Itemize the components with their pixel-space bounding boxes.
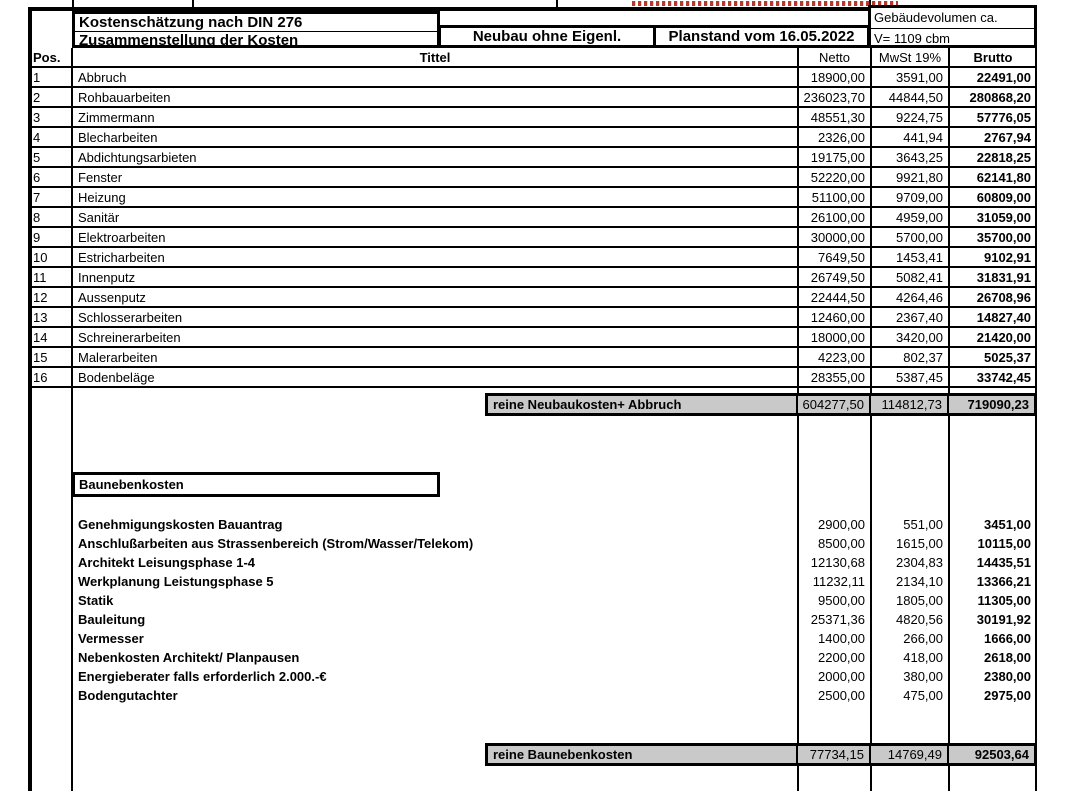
cell-pos: 14 <box>33 330 48 345</box>
cell-mwst: 5700,00 <box>896 230 943 245</box>
cell-brutto: 33742,45 <box>976 370 1031 385</box>
cell-netto: 52220,00 <box>810 170 865 185</box>
cell-brutto: 26708,96 <box>976 290 1031 305</box>
total-netto: 77734,15 <box>798 746 871 763</box>
cell-mwst: 1453,41 <box>896 250 943 265</box>
cell-mwst: 266,00 <box>903 631 943 646</box>
cell-brutto: 9102,91 <box>984 250 1031 265</box>
main-cost-table <box>28 48 1037 388</box>
cell-brutto: 31059,00 <box>976 210 1031 225</box>
cell-pos: 3 <box>33 110 41 125</box>
cell-pos: 12 <box>33 290 48 305</box>
cell-title: Sanitär <box>78 210 120 225</box>
cell-title: Werkplanung Leistungsphase 5 <box>78 574 274 589</box>
cell-mwst: 2304,83 <box>896 555 943 570</box>
document-title-box <box>72 11 440 48</box>
cell-title: Blecharbeiten <box>78 130 158 145</box>
cell-mwst: 4264,46 <box>896 290 943 305</box>
cell-title: Energieberater falls erforderlich 2.000.-€ <box>78 669 327 684</box>
cell-netto: 11232,11 <box>812 574 865 589</box>
document-title-line1: Kostenschätzung nach DIN 276 <box>75 14 437 32</box>
baunebenkosten-table <box>28 516 1037 706</box>
cell-mwst: 3591,00 <box>896 70 943 85</box>
table-row <box>28 308 1037 328</box>
cell-netto: 2000,00 <box>818 669 865 684</box>
table-row <box>28 68 1037 88</box>
cell-brutto: 2380,00 <box>984 669 1031 684</box>
total-mwst: 114812,73 <box>871 396 949 413</box>
cell-brutto: 1666,00 <box>984 631 1031 646</box>
cell-pos: 16 <box>33 370 48 385</box>
cell-netto: 9500,00 <box>818 593 865 608</box>
cell-title: Abbruch <box>78 70 127 85</box>
cell-pos: 15 <box>33 350 48 365</box>
cell-mwst: 1615,00 <box>896 536 943 551</box>
cell-title: Innenputz <box>78 270 136 285</box>
table-row <box>28 188 1037 208</box>
cell-pos: 2 <box>33 90 41 105</box>
table-row <box>28 168 1037 188</box>
cell-netto: 26100,00 <box>810 210 865 225</box>
table-row <box>28 328 1037 348</box>
cell-netto: 2326,00 <box>818 130 865 145</box>
neubaukosten-total-row <box>485 393 1037 416</box>
table-row <box>28 687 1037 706</box>
cell-mwst: 1805,00 <box>896 593 943 608</box>
table-row <box>28 368 1037 388</box>
cell-brutto: 31831,91 <box>976 270 1031 285</box>
cell-mwst: 2367,40 <box>896 310 943 325</box>
cell-title: Schlosserarbeiten <box>78 310 183 325</box>
table-row <box>28 348 1037 368</box>
cell-brutto: 5025,37 <box>984 350 1031 365</box>
cell-title: Aussenputz <box>78 290 146 305</box>
cell-netto: 7649,50 <box>818 250 865 265</box>
header-netto: Netto <box>818 50 851 65</box>
table-row <box>28 288 1037 308</box>
cell-pos: 9 <box>33 230 41 245</box>
cell-mwst: 9709,00 <box>896 190 943 205</box>
cell-title: Anschlußarbeiten aus Strassenbereich (Strom/Wasser/Telekom) <box>78 536 474 551</box>
header-pos: Pos. <box>33 50 61 65</box>
document-title-line2: Zusammenstellung der Kosten <box>79 32 299 49</box>
cell-pos: 7 <box>33 190 41 205</box>
total-brutto: 92503,64 <box>974 747 1029 762</box>
cell-title: Fenster <box>78 170 123 185</box>
header-mwst: MwSt 19% <box>878 50 942 65</box>
total-label: reine Neubaukosten+ Abbruch <box>488 396 798 413</box>
cell-netto: 19175,00 <box>810 150 865 165</box>
cutoff-red-text-fragment <box>632 1 898 6</box>
table-row <box>28 668 1037 687</box>
cell-brutto: 10115,00 <box>977 536 1031 551</box>
cell-title: Abdichtungsarbieten <box>78 150 197 165</box>
cell-title: Heizung <box>78 190 126 205</box>
table-row <box>28 573 1037 592</box>
cell-mwst: 441,94 <box>903 130 943 145</box>
cell-netto: 28355,00 <box>810 370 865 385</box>
table-row <box>28 554 1037 573</box>
table-row <box>28 128 1037 148</box>
baunebenkosten-section-header: Baunebenkosten <box>72 472 440 497</box>
cell-brutto: 2975,00 <box>984 688 1031 703</box>
cell-netto: 26749,50 <box>810 270 865 285</box>
cell-netto: 236023,70 <box>803 90 865 105</box>
cell-title: Bodengutachter <box>78 688 178 703</box>
variant-box: Neubau ohne Eigenl. <box>438 25 656 48</box>
top-cutoff-cell-divider <box>72 0 74 7</box>
cell-mwst: 9921,80 <box>896 170 943 185</box>
cell-brutto: 22491,00 <box>976 70 1031 85</box>
table-header-row <box>28 48 1037 68</box>
table-row <box>28 516 1037 535</box>
cell-mwst: 4820,56 <box>896 612 943 627</box>
cell-netto: 2500,00 <box>818 688 865 703</box>
cell-pos: 4 <box>33 130 41 145</box>
header-brutto: Brutto <box>973 50 1013 65</box>
cell-mwst: 9224,75 <box>896 110 943 125</box>
cell-title: Architekt Leisungsphase 1-4 <box>78 555 255 570</box>
cell-brutto: 22818,25 <box>976 150 1031 165</box>
baunebenkosten-total-row <box>485 743 1037 766</box>
cell-title: Nebenkosten Architekt/ Planpausen <box>78 650 300 665</box>
cell-mwst: 44844,50 <box>888 90 943 105</box>
cell-title: Bodenbeläge <box>78 370 155 385</box>
header-title: Tittel <box>419 50 451 65</box>
cell-pos: 5 <box>33 150 41 165</box>
table-row <box>28 611 1037 630</box>
cell-pos: 1 <box>33 70 41 85</box>
cell-brutto: 13366,21 <box>976 574 1031 589</box>
cell-title: Schreinerarbeiten <box>78 330 181 345</box>
cell-netto: 4223,00 <box>818 350 865 365</box>
cell-netto: 18900,00 <box>810 70 865 85</box>
cell-title: Bauleitung <box>78 612 146 627</box>
cell-netto: 12130,68 <box>810 555 865 570</box>
cell-mwst: 3420,00 <box>896 330 943 345</box>
table-row <box>28 248 1037 268</box>
table-row <box>28 108 1037 128</box>
cell-mwst: 2134,10 <box>896 574 943 589</box>
cell-title: Genehmigungskosten Bauantrag <box>78 517 283 532</box>
cell-brutto: 2618,00 <box>984 650 1031 665</box>
cell-title: Rohbauarbeiten <box>78 90 171 105</box>
cell-title: Malerarbeiten <box>78 350 158 365</box>
cell-pos: 11 <box>33 270 47 285</box>
cell-brutto: 30191,92 <box>976 612 1031 627</box>
top-cutoff-cell-divider <box>556 0 558 7</box>
cell-netto: 2900,00 <box>818 517 865 532</box>
total-label: reine Baunebenkosten <box>488 746 798 763</box>
cell-pos: 10 <box>33 250 48 265</box>
cell-mwst: 5387,45 <box>896 370 943 385</box>
cell-brutto: 60809,00 <box>976 190 1031 205</box>
cell-pos: 13 <box>33 310 48 325</box>
cell-netto: 8500,00 <box>818 536 865 551</box>
table-row <box>28 535 1037 554</box>
cell-mwst: 475,00 <box>903 688 943 703</box>
table-row <box>28 208 1037 228</box>
cell-brutto: 14827,40 <box>976 310 1031 325</box>
cell-mwst: 5082,41 <box>896 270 943 285</box>
total-brutto: 719090,23 <box>967 397 1029 412</box>
cell-brutto: 62141,80 <box>976 170 1031 185</box>
cell-netto: 22444,50 <box>810 290 865 305</box>
cell-title: Estricharbeiten <box>78 250 165 265</box>
cell-brutto: 14435,51 <box>976 555 1031 570</box>
cell-title: Vermesser <box>78 631 144 646</box>
table-row <box>28 88 1037 108</box>
cell-title: Zimmermann <box>78 110 155 125</box>
table-row <box>28 592 1037 611</box>
cell-netto: 30000,00 <box>810 230 865 245</box>
volume-value: V= 1109 cbm <box>874 31 951 46</box>
top-cutoff-cell-divider <box>192 0 194 7</box>
cell-brutto: 11305,00 <box>977 593 1031 608</box>
cell-netto: 25371,36 <box>810 612 865 627</box>
table-row <box>28 228 1037 248</box>
cell-netto: 48551,30 <box>810 110 865 125</box>
cell-netto: 51100,00 <box>811 190 865 205</box>
cell-netto: 1400,00 <box>818 631 865 646</box>
cell-title: Elektroarbeiten <box>78 230 166 245</box>
table-row <box>28 649 1037 668</box>
total-netto: 604277,50 <box>798 396 871 413</box>
total-mwst: 14769,49 <box>871 746 949 763</box>
cell-brutto: 21420,00 <box>976 330 1031 345</box>
planstand-box: Planstand vom 16.05.2022 <box>653 25 870 48</box>
cell-brutto: 2767,94 <box>984 130 1031 145</box>
cell-netto: 12460,00 <box>810 310 865 325</box>
cell-title: Statik <box>78 593 114 608</box>
table-row <box>28 630 1037 649</box>
cell-mwst: 3643,25 <box>896 150 943 165</box>
cell-brutto: 35700,00 <box>976 230 1031 245</box>
cell-brutto: 280868,20 <box>969 90 1031 105</box>
cell-mwst: 418,00 <box>903 650 943 665</box>
cell-brutto: 57776,05 <box>976 110 1031 125</box>
cell-mwst: 4959,00 <box>896 210 943 225</box>
cell-netto: 18000,00 <box>810 330 865 345</box>
table-row <box>28 268 1037 288</box>
building-volume-box <box>868 5 1037 48</box>
table-row <box>28 148 1037 168</box>
cell-pos: 6 <box>33 170 41 185</box>
volume-label: Gebäudevolumen ca. <box>871 8 1034 29</box>
cell-brutto: 3451,00 <box>984 517 1031 532</box>
cell-mwst: 380,00 <box>903 669 943 684</box>
cell-mwst: 802,37 <box>903 350 943 365</box>
cell-netto: 2200,00 <box>818 650 865 665</box>
cell-mwst: 551,00 <box>903 517 943 532</box>
cell-pos: 8 <box>33 210 41 225</box>
